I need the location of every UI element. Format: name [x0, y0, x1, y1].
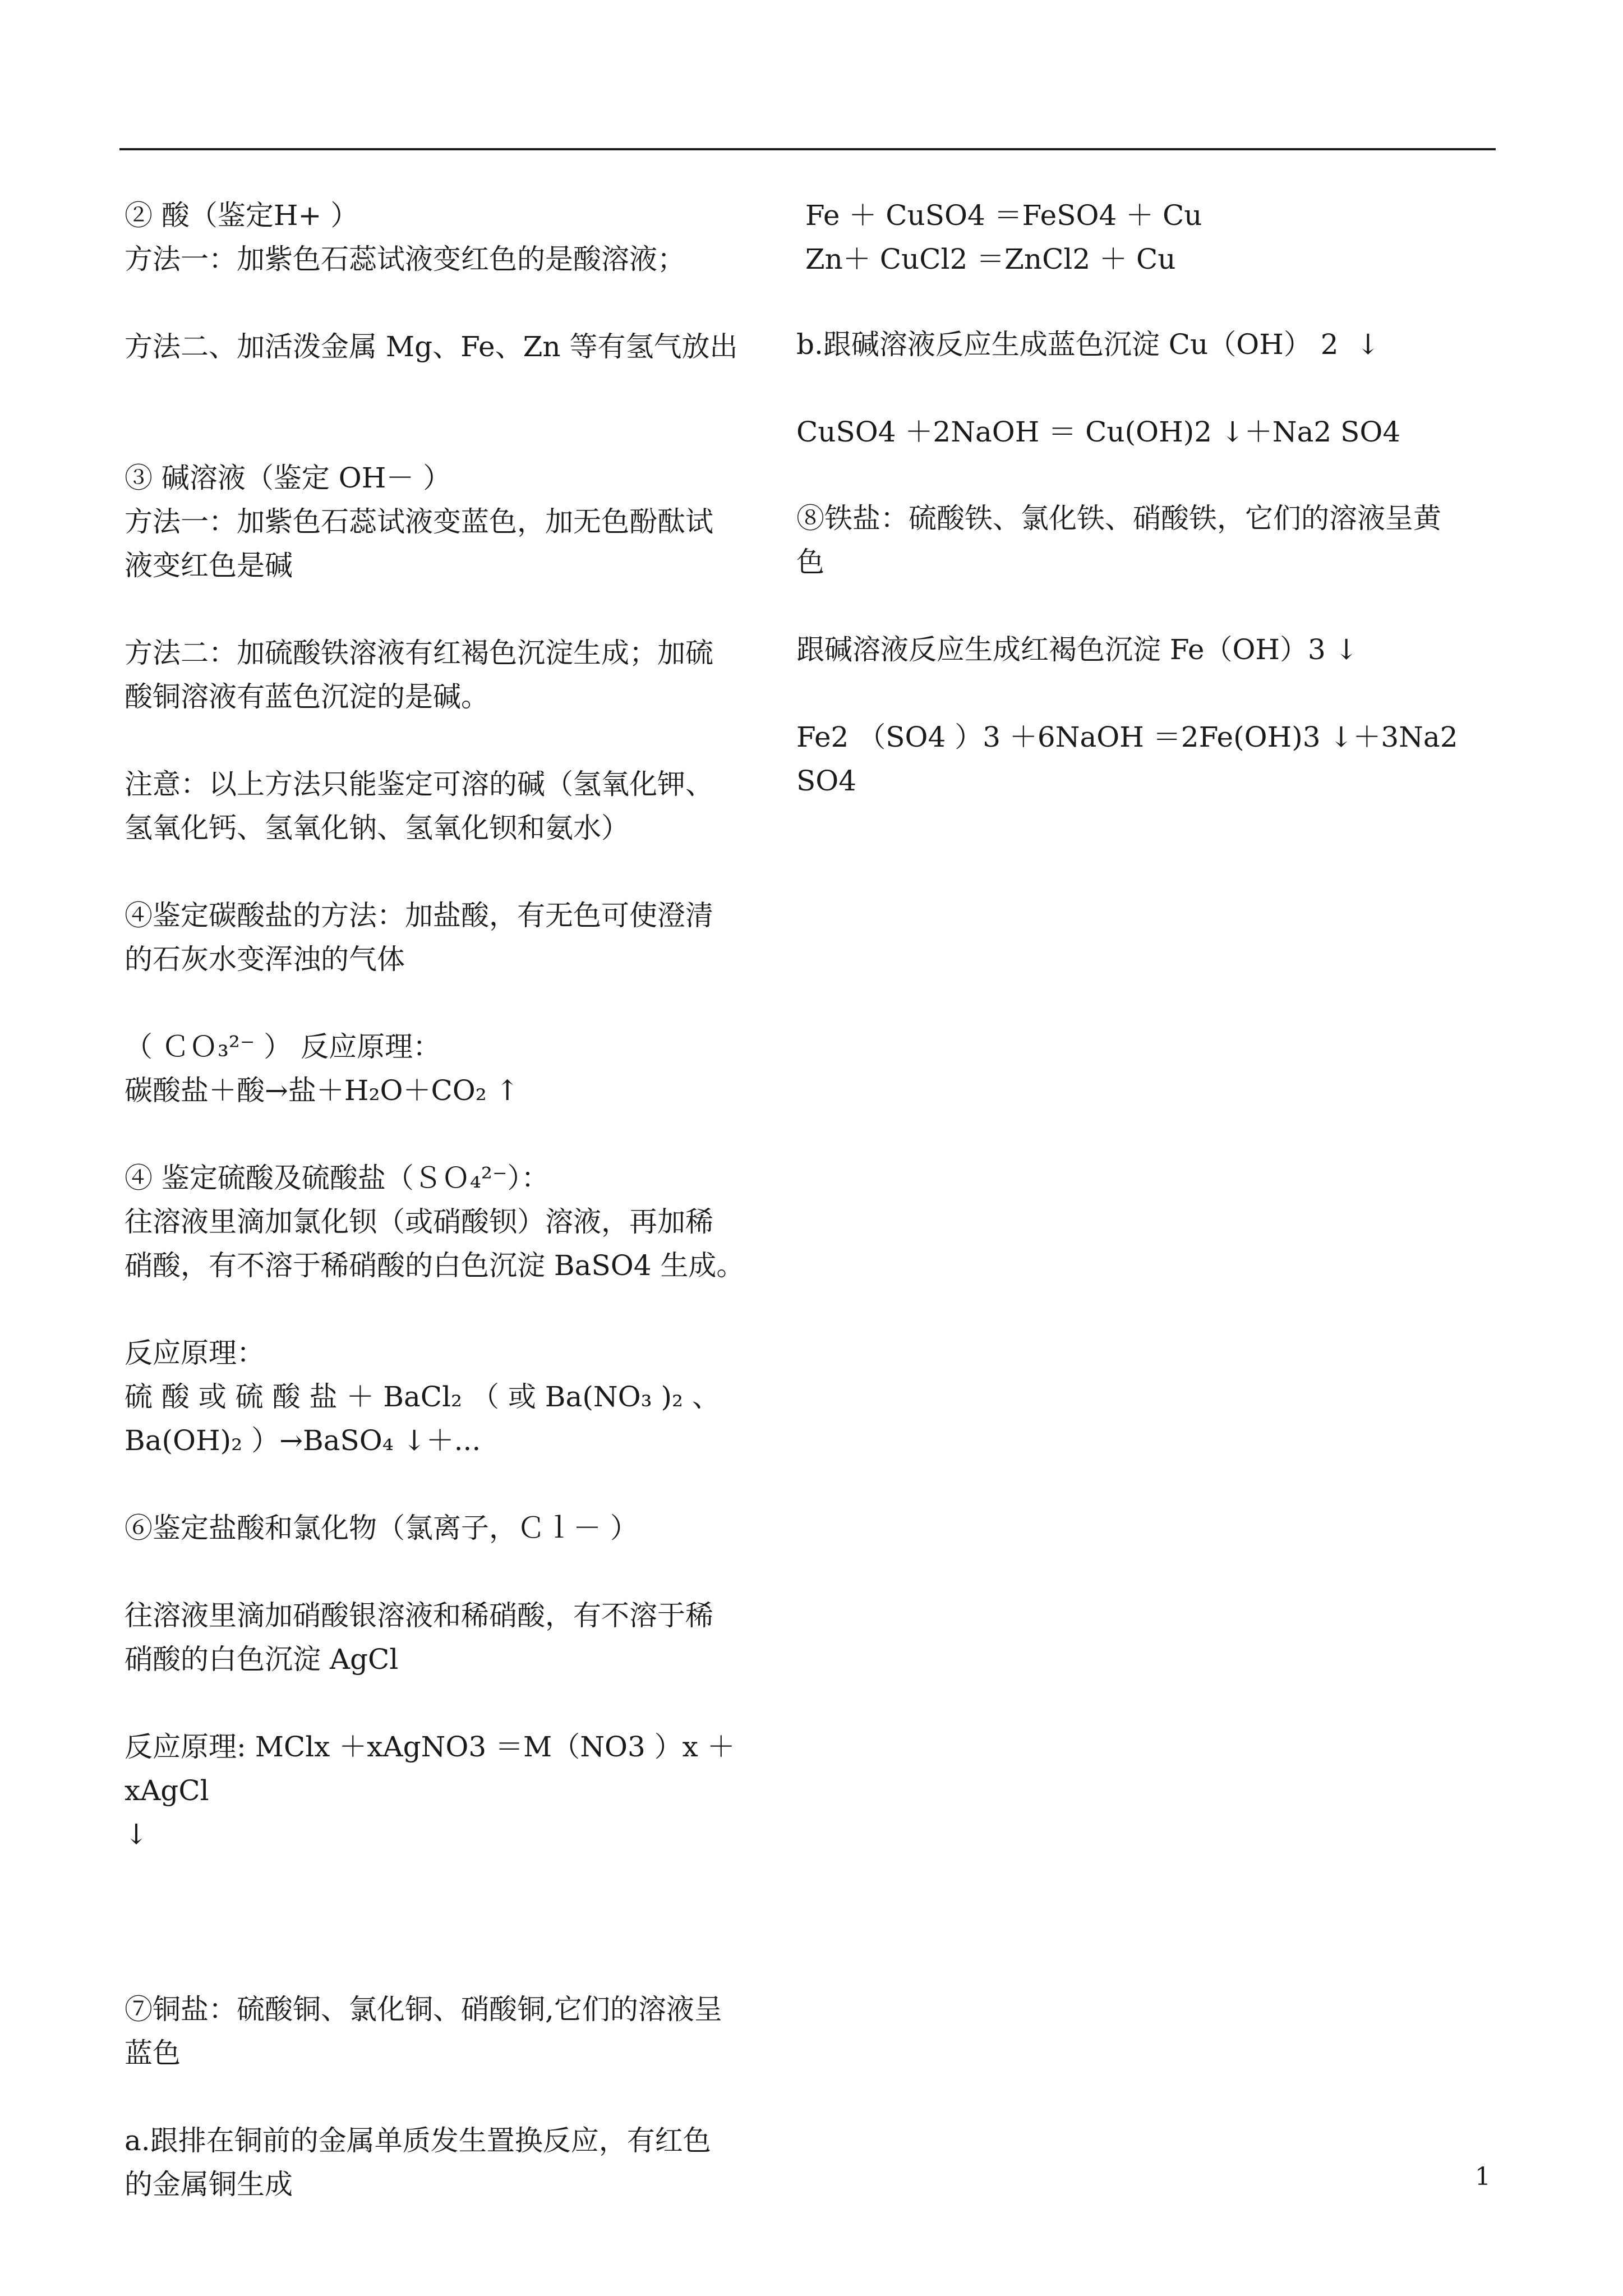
left-column [125, 194, 775, 2206]
heading-copper-salt: ⑦铜盐：硫酸铜、氯化铜、硝酸铜,它们的溶液呈 [125, 1993, 722, 2026]
heading-chloride: ⑥鉴定盐酸和氯化物（氯离子，Ｃｌ－ ） [125, 1512, 638, 1544]
header-rule [119, 148, 1496, 150]
heading-iron-salt: ⑧铁盐：硫酸铁、氯化铁、硝酸铁，它们的溶液呈黄 [796, 502, 1441, 535]
equation-line: 硫 酸 或 硫 酸 盐 ＋ BaCl₂ （ 或 Ba(NO₃ )₂ 、 [125, 1381, 720, 1413]
text-line: 色 [796, 546, 824, 578]
text-line: 的石灰水变浑浊的气体 [125, 943, 405, 976]
text-line: b.跟碱溶液反应生成蓝色沉淀 Cu（OH） 2 ↓ [796, 328, 1380, 361]
heading-carbonate: ④鉴定碳酸盐的方法：加盐酸，有无色可使澄清 [125, 899, 713, 932]
text-line: a.跟排在铜前的金属单质发生置换反应，有红色 [125, 2124, 711, 2157]
heading-base: ③ 碱溶液（鉴定 OH－ ） [125, 462, 451, 494]
equation-line: 反应原理: MClx ＋xAgNO3 ＝M（NO3 ）x ＋xAgCl [125, 1731, 735, 1807]
equation-line: Fe2 （SO4 ）3 ＋6NaOH ＝2Fe(OH)3 ↓＋3Na2 SO4 [796, 721, 1467, 797]
note-line: 氢氧化钙、氢氧化钠、氢氧化钡和氨水） [125, 812, 629, 844]
heading-acid: ② 酸（鉴定H+ ） [125, 199, 359, 232]
heading-sulfate: ④ 鉴定硫酸及硫酸盐（ＳＯ₄²⁻）： [125, 1162, 550, 1194]
note-line: 注意：以上方法只能鉴定可溶的碱（氢氧化钾、 [125, 768, 713, 800]
page-number: 1 [1475, 2162, 1491, 2191]
text-line: 跟碱溶液反应生成红褐色沉淀 Fe（OH）3 ↓ [796, 633, 1358, 666]
text-line: 蓝色 [125, 2037, 181, 2069]
equation-line: ↓ [125, 1818, 148, 1851]
equation-line: Ba(OH)₂ ）→BaSO₄ ↓＋... [125, 1424, 481, 1457]
text-line: 方法一：加紫色石蕊试液变红色的是酸溶液； [125, 243, 685, 275]
text-line: 反应原理： [125, 1337, 265, 1369]
equation-line: CuSO4 ＋2NaOH ＝ Cu(OH)2 ↓＋Na2 SO4 [796, 416, 1401, 448]
text-line: 往溶液里滴加硝酸银溶液和稀硝酸，有不溶于稀 [125, 1599, 713, 1632]
text-line: 硝酸的白色沉淀 AgCl [125, 1643, 399, 1676]
right-column [796, 194, 1492, 803]
text-line: 酸铜溶液有蓝色沉淀的是碱。 [125, 680, 489, 713]
text-line: 往溶液里滴加氯化钡（或硝酸钡）溶液，再加稀 [125, 1205, 713, 1238]
text-line: 方法一：加紫色石蕊试液变蓝色，加无色酚酞试 [125, 505, 713, 538]
text-line: 硝酸，有不溶于稀硝酸的白色沉淀 BaSO4 生成。 [125, 1249, 745, 1282]
text-line: 方法二、加活泼金属 Mg、Fe、Zn 等有氢气放出 [125, 330, 738, 363]
text-line: （ ＣＯ₃²⁻ ） 反应原理： [125, 1030, 441, 1063]
text-line: 方法二：加硫酸铁溶液有红褐色沉淀生成；加硫 [125, 637, 713, 669]
equation-line: 碳酸盐＋酸→盐＋H₂O＋CO₂ ↑ [125, 1074, 519, 1107]
text-line: 液变红色是碱 [125, 549, 293, 582]
equation-line: Zn＋ CuCl2 ＝ZnCl2 ＋ Cu [796, 243, 1176, 275]
equation-line: Fe ＋ CuSO4 ＝FeSO4 ＋ Cu [796, 199, 1202, 232]
text-line: 的金属铜生成 [125, 2168, 293, 2201]
